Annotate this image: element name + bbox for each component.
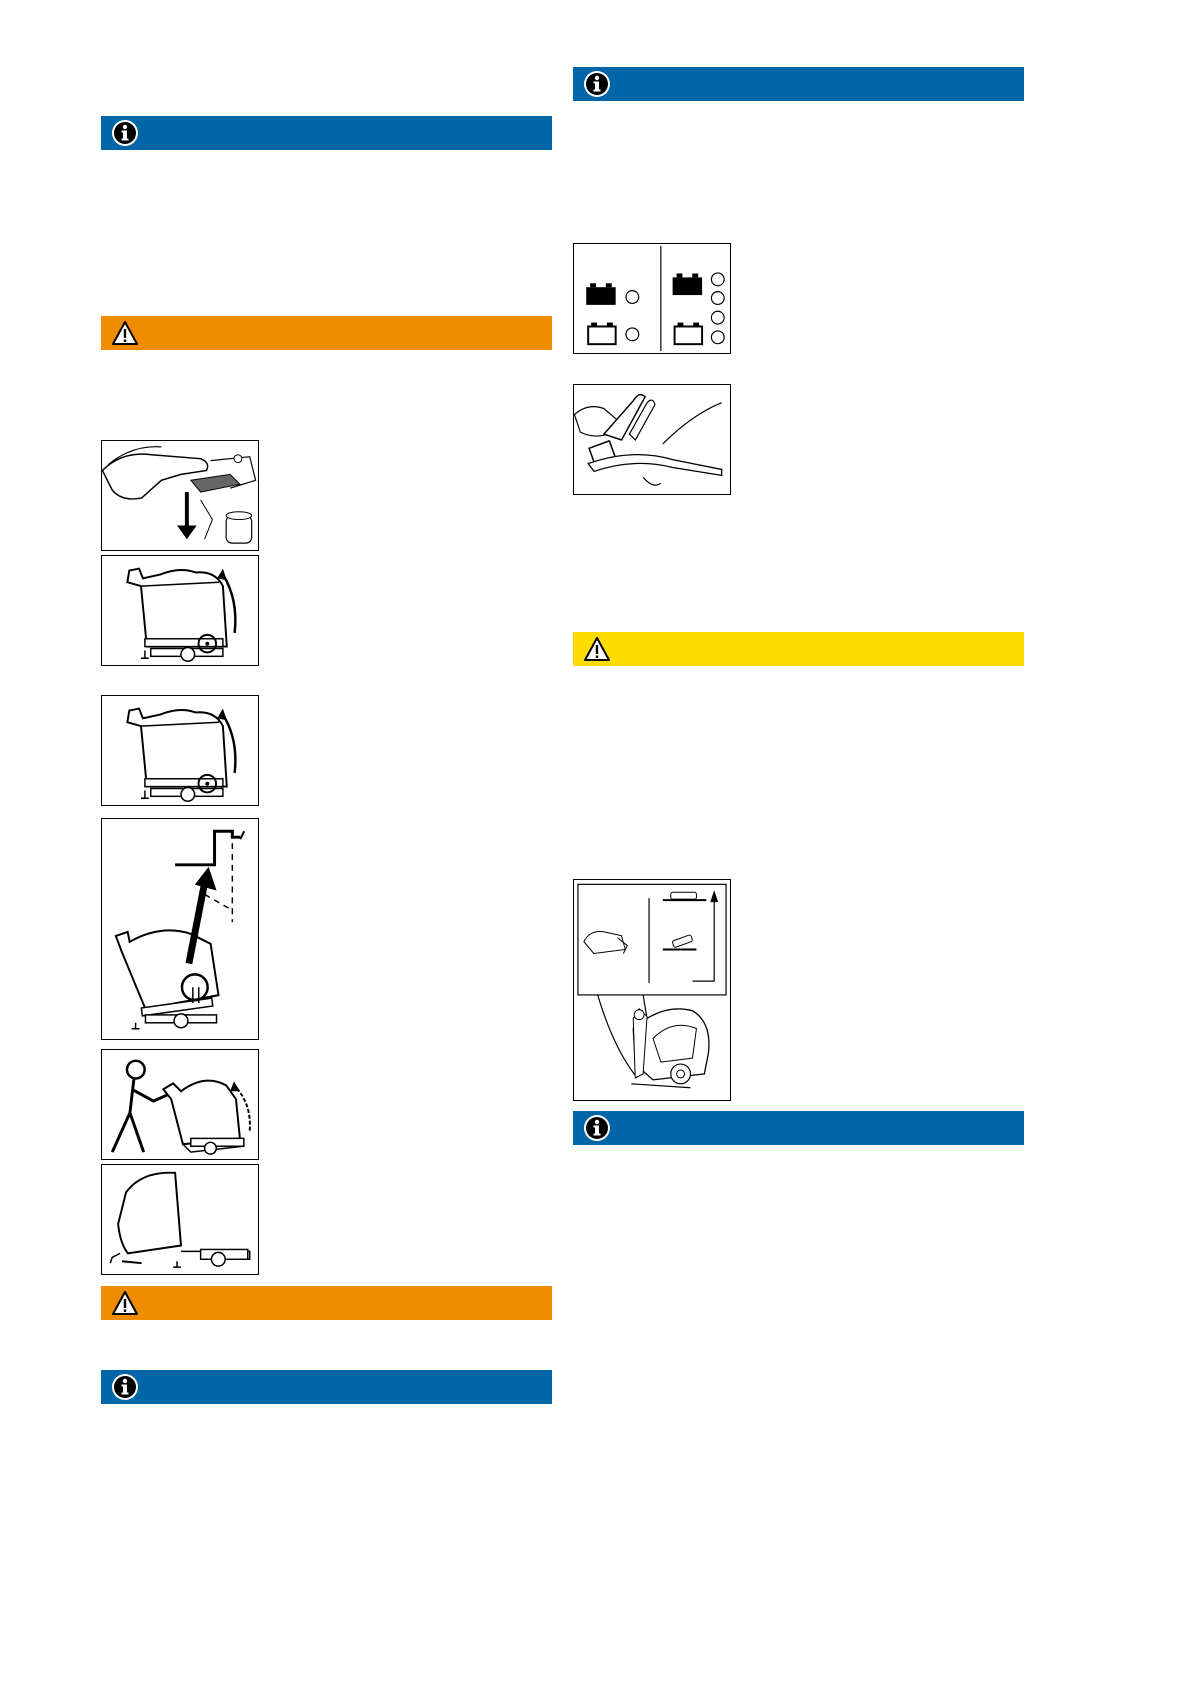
brush-pedal-illustration (573, 879, 731, 1101)
warning-triangle-icon (583, 635, 611, 663)
info-notice-bar (573, 1111, 1024, 1145)
hand-pressing-pedal-illustration (101, 440, 259, 551)
info-icon (111, 119, 139, 147)
info-notice-bar (101, 116, 552, 150)
hand-plugging-connector-illustration (573, 384, 731, 495)
machine-lift-step-illustration (101, 818, 259, 1040)
info-notice-bar (101, 1370, 552, 1404)
warning-triangle-icon (111, 319, 139, 347)
warning-triangle-icon (111, 1289, 139, 1317)
info-icon (583, 1114, 611, 1142)
person-tilting-machine-illustration (101, 1049, 259, 1160)
info-icon (111, 1373, 139, 1401)
machine-tilt-wheel-illustration (101, 555, 259, 666)
machine-tilted-back-illustration (101, 1164, 259, 1275)
battery-indicator-panel-illustration (573, 243, 731, 354)
info-icon (583, 70, 611, 98)
caution-notice-bar (573, 632, 1024, 666)
machine-tilt-wheel-illustration (101, 695, 259, 806)
warning-notice-bar (101, 316, 552, 350)
warning-notice-bar (101, 1286, 552, 1320)
info-notice-bar (573, 67, 1024, 101)
